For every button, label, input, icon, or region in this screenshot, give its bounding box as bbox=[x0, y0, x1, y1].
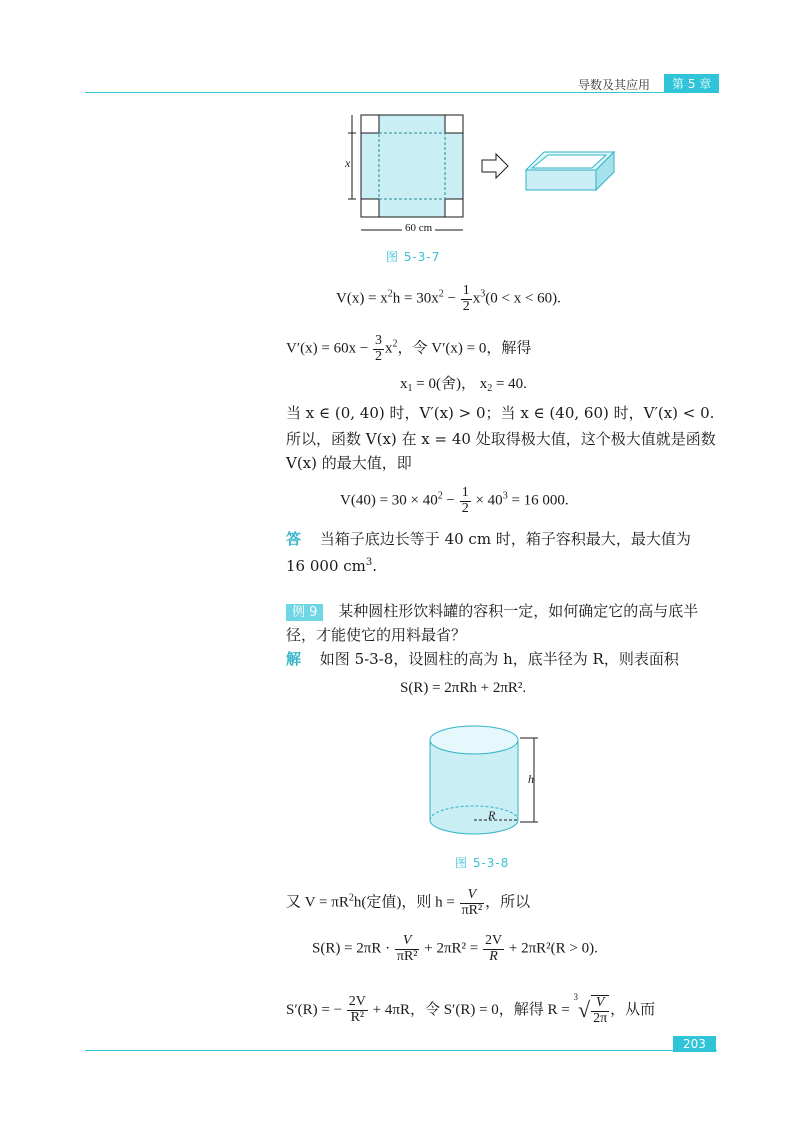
equation-surface-area: S(R) = 2πRh + 2πR². bbox=[400, 680, 527, 696]
figure-5-3-8 bbox=[420, 720, 560, 850]
corner-cut-tr bbox=[445, 115, 463, 133]
footer-rule bbox=[85, 1050, 717, 1051]
label-x: x bbox=[345, 156, 351, 170]
answer-line-2: 16 000 $cm^3$. bbox=[286, 557, 378, 575]
corner-cut-bl bbox=[361, 199, 379, 217]
arrow-icon bbox=[482, 154, 508, 178]
cylinder-top bbox=[430, 726, 518, 754]
header-rule bbox=[85, 92, 717, 93]
open-box-front bbox=[526, 170, 596, 190]
answer-line-1: 答 当箱子底边长等于 40 cm 时，箱子容积最大，最大值为 bbox=[286, 530, 691, 548]
equation-derivative: V′(x) = 60x − $\frac{3}{2}$ $x^2$，令 V′(x) = 0，解得 bbox=[286, 333, 532, 364]
example-9-line-1: 例 9 某种圆柱形饮料罐的容积一定，如何确定它的高与底半 bbox=[286, 600, 698, 624]
example-tag: 例 9 bbox=[286, 604, 323, 621]
label-h: h bbox=[528, 772, 534, 786]
text-sign-analysis: 当 x ∈ (0, 40) 时，V′(x) > 0；当 x ∈ (40, 60) 时，V′(x) < 0. bbox=[286, 404, 715, 422]
chapter-tab: 第 5 章 bbox=[664, 74, 719, 93]
label-R: R bbox=[488, 808, 496, 822]
figure-5-3-7 bbox=[340, 108, 640, 240]
corner-cut-tl bbox=[361, 115, 379, 133]
equation-roots: $x_1 = 0$(舍)， $x_2 = 40$. bbox=[400, 376, 527, 394]
equation-max-value: $V(40) = 30 \times 40^2$ − $\frac{1}{2}$ × $40^3 = 16$ 000. bbox=[340, 485, 569, 516]
equation-height: 又 $V = \pi R^2h$(定值)，则 h = $\frac{V}{\text{πR²}}$ ，所以 bbox=[286, 887, 531, 918]
equation-volume: $V(x) = x^2h = 30x^2$ − $\frac{1}{2}$ $x^3(0 < x < 60)$. bbox=[336, 283, 561, 314]
solution-label: 解 bbox=[286, 650, 302, 668]
caption-5-3-8: 图 5-3-8 bbox=[455, 856, 510, 870]
answer-label: 答 bbox=[286, 530, 302, 548]
equation-area-derivative: S′(R) = − $\frac{2V}{\text{R²}}$ + 4πR，令 S′(R) = 0，解得 R = $^3$√ $\frac{V}{2\pi}$ ，从而 bbox=[286, 992, 656, 1026]
label-60cm: 60 cm bbox=[402, 222, 435, 234]
solution-line-1: 解 如图 5-3-8，设圆柱的高为 h，底半径为 R，则表面积 bbox=[286, 650, 679, 668]
header-title: 导数及其应用 bbox=[578, 78, 651, 92]
cube-root-sign: √ bbox=[578, 997, 591, 1022]
corner-cut-br bbox=[445, 199, 463, 217]
page-number: 203 bbox=[673, 1036, 716, 1052]
caption-5-3-7: 图 5-3-7 bbox=[386, 250, 441, 264]
text-conclusion-2: V(x) 的最大值，即 bbox=[286, 454, 412, 472]
text-conclusion-1: 所以，函数 V(x) 在 x = 40 处取得极大值，这个极大值就是函数 bbox=[286, 430, 716, 448]
example-9-line-2: 径，才能使它的用料最省？ bbox=[286, 626, 467, 644]
equation-area-in-R: S(R) = 2πR · $\frac{V}{\text{πR²}}$ + 2πR² = $\frac{2V}{R}$ + 2πR²(R > 0). bbox=[312, 933, 598, 964]
